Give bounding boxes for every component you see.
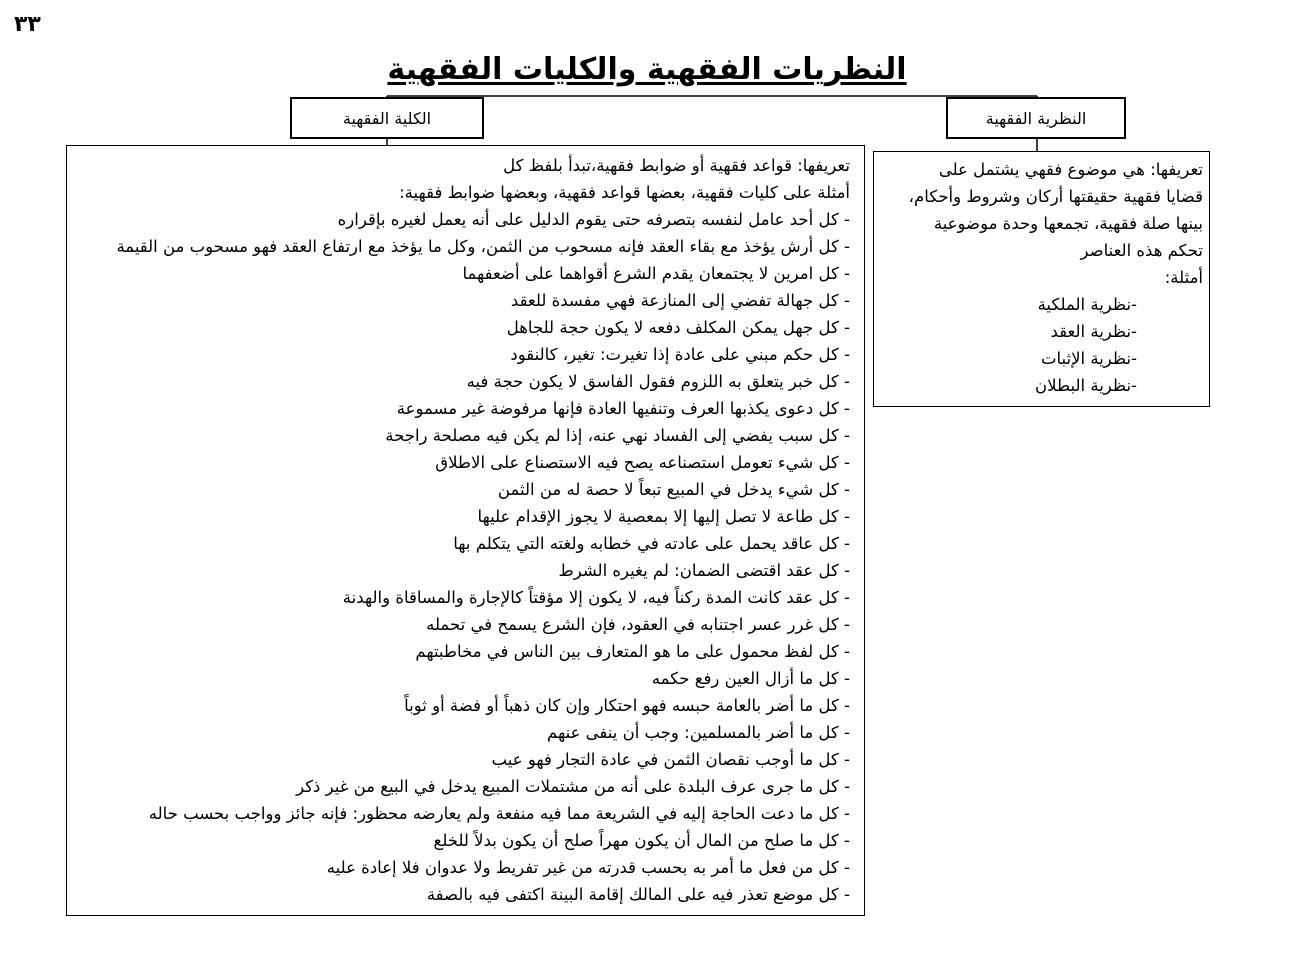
rule-item: - كل لفظ محمول على ما هو المتعارف بين الناس في مخاطبتهم — [415, 642, 850, 661]
theory-definition-line: تحكم هذه العناصر — [1080, 241, 1203, 260]
rule-item: - كل شيء تعومل استصناعه يصح فيه الاستصناع على الاطلاق — [435, 453, 850, 472]
rules-label-box — [290, 97, 484, 139]
rule-item: - كل عقد كانت المدة ركناً فيه، لا يكون إلا مؤقتاً كالإجارة والمساقاة والهدنة — [342, 588, 850, 607]
rule-item: - كل ما أزال العين رفع حكمه — [651, 669, 850, 688]
rule-item: - كل أرش يؤخذ مع بقاء العقد فإنه مسحوب من الثمن، وكل ما يؤخذ مع ارتفاع العقد فهو مسحوب من القيمة — [116, 237, 850, 256]
rule-item: - كل سبب يفضي إلى الفساد نهي عنه، إذا لم يكن فيه مصلحة راجحة — [385, 426, 850, 445]
theory-example-item: -نظرية العقد — [1050, 322, 1137, 341]
rule-item: - كل غرر عسر اجتنابه في العقود، فإن الشرع يسمح في تحمله — [426, 615, 850, 634]
rule-item: - كل موضع تعذر فيه على المالك إقامة البينة اكتفى فيه بالصفة — [426, 885, 850, 904]
rule-item: - كل حكم مبني على عادة إذا تغيرت: تغير، كالنقود — [510, 345, 850, 364]
rule-item: - كل شيء يدخل في المبيع تبعاً لا حصة له من الثمن — [497, 480, 850, 499]
rule-item: - كل عاقد يحمل على عادته في خطابه ولغته التي يتكلم بها — [453, 534, 850, 553]
rule-item: - كل ما جرى عرف البلدة على أنه من مشتملات المبيع يدخل في البيع من غير ذكر — [296, 777, 850, 796]
theory-label: النظرية الفقهية — [985, 108, 1087, 128]
rule-item: - كل ما صلح من المال أن يكون مهراً صلح أن يكون بدلاً للخلع — [433, 831, 850, 850]
rule-item: - كل دعوى يكذبها العرف وتنفيها العادة فإنها مرفوضة غير مسموعة — [396, 399, 850, 418]
rule-item: - كل من فعل ما أمر به بحسب قدرته من غير تفريط ولا عدوان فلا إعادة عليه — [326, 858, 850, 877]
rule-item: - كل امرين لا يجتمعان يقدم الشرع أقواهما على أضعفهما — [462, 264, 850, 283]
rule-item: - كل جهل يمكن المكلف دفعه لا يكون حجة للجاهل — [506, 318, 850, 337]
theory-example-item: -نظرية الإثبات — [1041, 349, 1137, 368]
theory-examples-label: أمثلة: — [1164, 268, 1203, 287]
theory-definition-line: قضايا فقهية حقيقتها أركان وشروط وأحكام، — [908, 187, 1203, 206]
rule-item: - كل عقد اقتضى الضمان: لم يغيره الشرط — [558, 561, 850, 580]
theory-content-box — [873, 151, 1210, 407]
theory-label-box — [946, 97, 1126, 139]
rule-item: - كل جهالة تفضي إلى المنازعة فهي مفسدة للعقد — [510, 291, 850, 310]
rules-label: الكلية الفقهية — [342, 108, 432, 128]
page-number: ٣٣ — [14, 12, 41, 37]
rules-text — [75, 152, 850, 908]
rule-item: - كل ما أوجب نقصان الثمن في عادة التجار فهو عيب — [491, 750, 850, 769]
rule-item: - كل أحد عامل لنفسه بتصرفه حتى يقوم الدليل على أنه يعمل لغيره بإقراره — [337, 210, 850, 229]
rules-definition: تعريفها: قواعد فقهية أو ضوابط فقهية،تبدأ بلفظ كل — [503, 156, 850, 175]
theory-example-item: -نظرية الملكية — [1037, 295, 1137, 314]
rules-content-box — [66, 145, 865, 916]
rule-item: - كل ما دعت الحاجة إليه في الشريعة مما فيه منفعة ولم يعارضه محظور: فإنه جائز وواجب بحسب حاله — [148, 804, 850, 823]
rules-examples-intro: أمثلة على كليات فقهية، بعضها قواعد فقهية، وبعضها ضوابط فقهية: — [399, 183, 850, 202]
rule-item: - كل ما أضر بالعامة حبسه فهو احتكار وإن كان ذهباً أو فضة أو ثوباً — [404, 696, 850, 715]
rule-item: - كل طاعة لا تصل إليها إلا بمعصية لا يجوز الإقدام عليها — [477, 507, 850, 526]
rule-item: - كل ما أضر بالمسلمين: وجب أن ينفى عنهم — [547, 723, 850, 742]
theory-example-item: -نظرية البطلان — [1035, 376, 1137, 395]
theory-text — [881, 156, 1203, 399]
rule-item: - كل خبر يتعلق به اللزوم فقول الفاسق لا يكون حجة فيه — [466, 372, 850, 391]
theory-definition-line: تعريفها: هي موضوع فقهي يشتمل على — [938, 160, 1203, 179]
page-title: النظريات الفقهية والكليات الفقهية — [387, 52, 907, 87]
theory-definition-line: بينها صلة فقهية، تجمعها وحدة موضوعية — [933, 214, 1203, 233]
